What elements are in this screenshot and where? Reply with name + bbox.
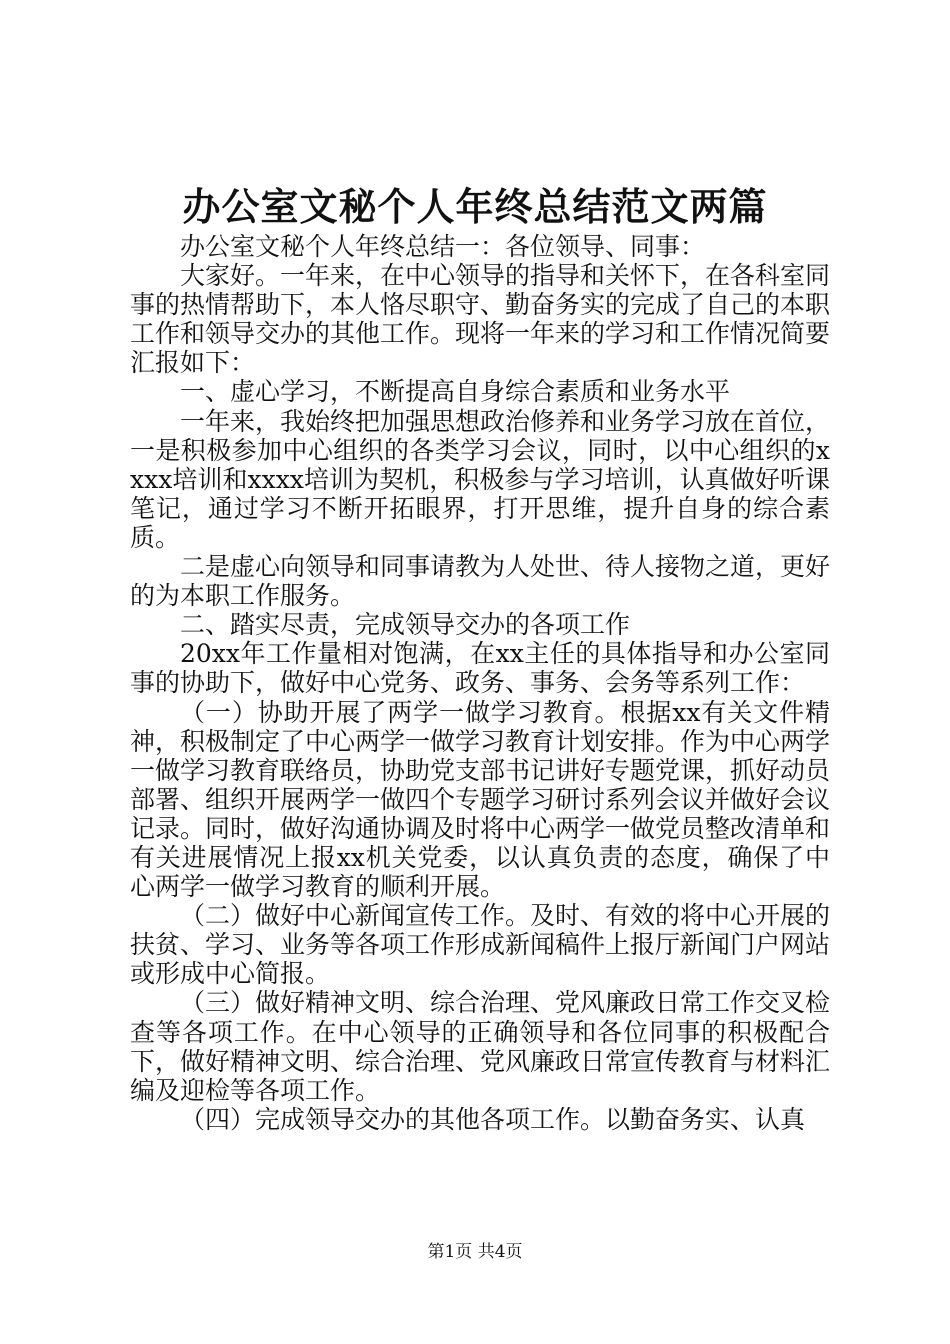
paragraph-item-4: （四）完成领导交办的其他各项工作。以勤奋务实、认真 [180, 1104, 806, 1134]
section-heading-2: 二、踏实尽责，完成领导交办的各项工作 [180, 610, 631, 640]
paragraph-consult: 二是虚心向领导和同事请教为人处世、待人接物之道，更好的为本职工作服务。 [130, 552, 831, 611]
paragraph-item-1: （一）协助开展了两学一做学习教育。根据xx有关文件精神，积极制定了中心两学一做学习教育计划安排。作为中心两学一做学习教育联络员，协助党支部书记讲好专题党课，抓好动员部署、组织开展两学一做四个专题学习研讨系列会议并做好会议记录。同时，做好沟通协调及时将中心两学一做党员整改清单和有关进展情况上报xx机关党委，以认真负责的态度，确保了中心两学一做学习教育的顺利开展。 [130, 697, 831, 902]
paragraph-item-3: （三）做好精神文明、综合治理、党风廉政日常工作交叉检查等各项工作。在中心领导的正确领导和各位同事的积极配合下，做好精神文明、综合治理、党风廉政日常宣传教育与材料汇编及迎检等各项工作。 [130, 988, 831, 1105]
section-heading-1: 一、虚心学习，不断提高自身综合素质和业务水平 [180, 377, 731, 407]
paragraph-study: 一年来，我始终把加强思想政治修养和业务学习放在首位，一是积极参加中心组织的各类学习会议，同时，以中心组织的xxxx培训和xxxx培训为契机，积极参与学习培训，认真做好听课笔记，通过学习不断开拓眼界，打开思维，提升自身的综合素质。 [130, 406, 831, 552]
document-body [130, 232, 830, 1134]
page-number-footer: 第1页 共4页 [427, 1242, 523, 1262]
paragraph-intro: 大家好。一年来，在中心领导的指导和关怀下，在各科室同事的热情帮助下，本人恪尽职守、勤奋务实的完成了自己的本职工作和领导交办的其他工作。现将一年来的学习和工作情况简要汇报如下： [130, 261, 831, 378]
document-title: 办公室文秘个人年终总结范文两篇 [182, 184, 768, 229]
paragraph-workload: 20xx年工作量相对饱满，在xx主任的具体指导和办公室同事的协助下，做好中心党务、政务、事务、会务等系列工作： [130, 639, 830, 698]
paragraph-greeting: 办公室文秘个人年终总结一：各位领导、同事： [180, 232, 706, 261]
paragraph-item-2: （二）做好中心新闻宣传工作。及时、有效的将中心开展的扶贫、学习、业务等各项工作形成新闻稿件上报厅新闻门户网站或形成中心简报。 [130, 901, 831, 989]
